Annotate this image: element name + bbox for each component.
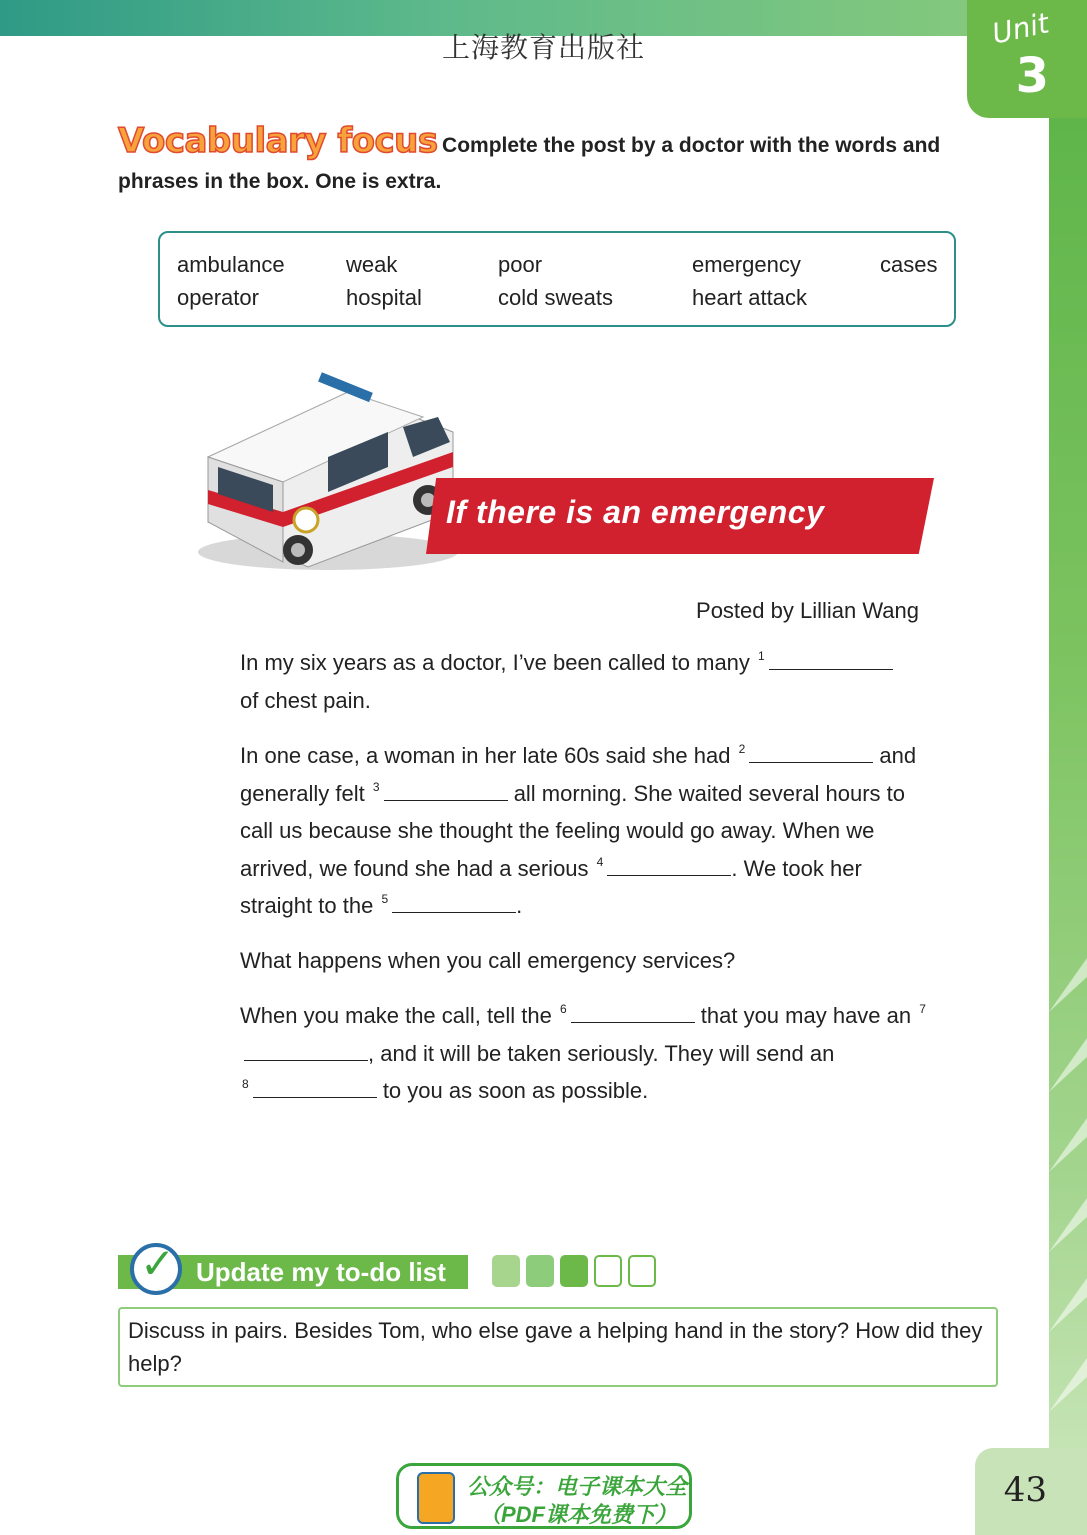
word-item: ambulance — [177, 252, 285, 277]
word-item: hospital — [346, 285, 422, 310]
word-item: operator — [177, 285, 259, 310]
blank-4[interactable] — [607, 857, 731, 876]
banner-title: If there is an emergency — [446, 494, 825, 530]
paragraph-1: In my six years as a doctor, I’ve been called to many $^1$ of chest pain. — [240, 644, 930, 719]
paragraph-3: What happens when you call emergency services? — [240, 948, 736, 973]
blank-8[interactable] — [253, 1079, 377, 1098]
blank-1[interactable] — [769, 651, 893, 670]
blank-3[interactable] — [384, 782, 508, 801]
blank-7[interactable] — [244, 1042, 368, 1061]
progress-square — [526, 1255, 554, 1287]
unit-word: Unit — [989, 6, 1052, 51]
word-item: weak — [346, 252, 398, 277]
progress-square — [628, 1255, 656, 1287]
vocabulary-instruction: Complete the post by a doctor with the words and phrases in the box. One is extra. — [118, 134, 941, 193]
paragraph-2: In one case, a woman in her late 60s said she had $^2$ and generally felt $^3$ all morning. She waited several hours to call us because she thought the feeling would go away. When we arrived, we found she had a serious $^4$ . We took her straight to the $^5$ . — [240, 742, 917, 918]
todo-label: Update my to-do list — [196, 1257, 446, 1287]
unit-number: 3 — [1015, 48, 1049, 104]
book-icon — [417, 1472, 455, 1524]
paragraph-4: When you make the call, tell the $^6$ that you may have an $^7$, and it will be taken seriously. They will send an $^8$ to you as soon as possible. — [240, 1002, 926, 1103]
blank-6[interactable] — [571, 1004, 695, 1023]
word-item: cold sweats — [498, 285, 613, 310]
progress-square — [594, 1255, 622, 1287]
progress-square — [492, 1255, 520, 1287]
progress-square — [560, 1255, 588, 1287]
word-item: cases — [880, 252, 938, 277]
word-item: emergency — [692, 252, 801, 277]
watermark-stamp — [396, 1463, 692, 1529]
todo-text: Discuss in pairs. Besides Tom, who else gave a helping hand in the story? How did they help? — [128, 1318, 983, 1376]
word-item: poor — [498, 252, 543, 277]
word-box — [158, 231, 956, 327]
unit-tab — [967, 0, 1087, 118]
checkmark-icon: ✓ — [130, 1243, 182, 1295]
page-number: 43 — [1003, 1470, 1047, 1510]
posted-by: Posted by Lillian Wang — [696, 598, 919, 623]
vocabulary-heading — [118, 121, 988, 201]
vocabulary-title: Vocabulary focus — [118, 121, 438, 161]
side-decoration-strip — [1049, 118, 1087, 1448]
blank-2[interactable] — [749, 744, 873, 763]
word-item: heart attack — [692, 285, 807, 310]
watermark-line-2: （PDF课本免费下） — [479, 1502, 678, 1527]
publisher-name: 上海教育出版社 — [441, 31, 645, 64]
blank-5[interactable] — [392, 894, 516, 913]
ambulance-illustration — [188, 372, 468, 577]
watermark-line-1: 公众号：电子课本大全 — [467, 1474, 688, 1499]
